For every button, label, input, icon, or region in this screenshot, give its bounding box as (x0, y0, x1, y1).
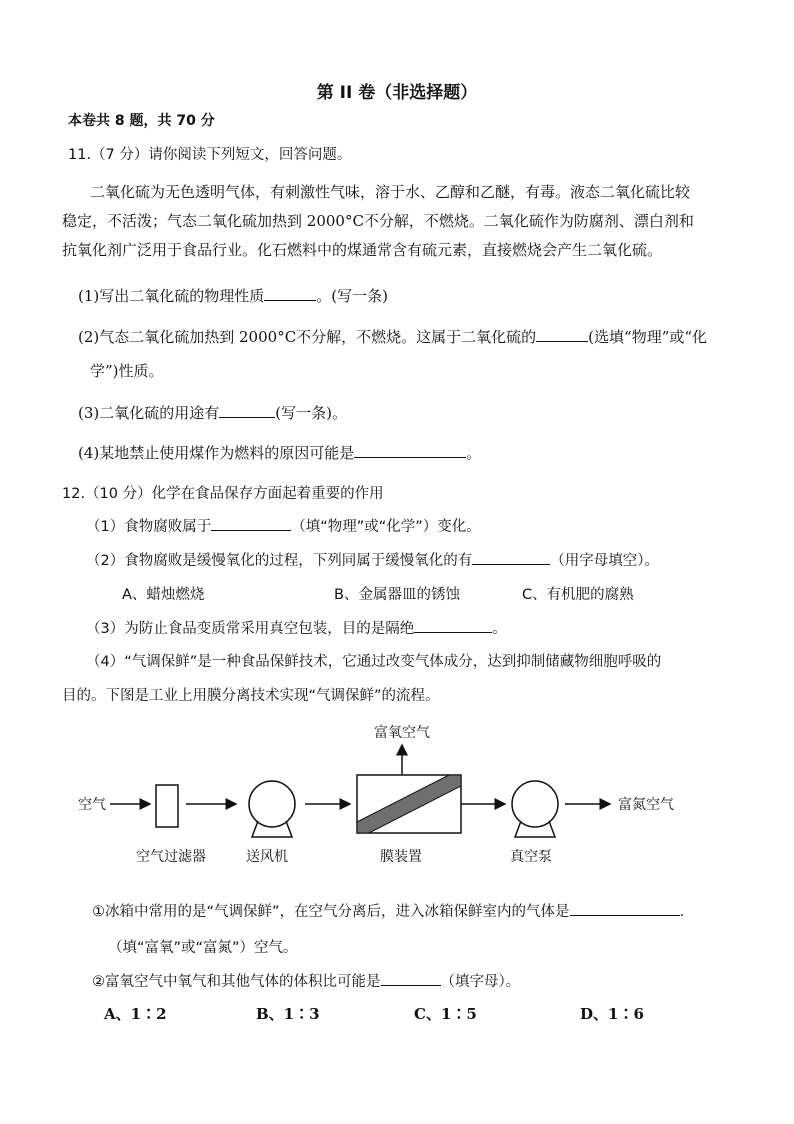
q12-sub1-blank[interactable] (211, 516, 291, 531)
q12-sub1 (86, 515, 481, 536)
q11-sub1 (78, 285, 388, 306)
page-title: 第 II 卷（非选择题） (316, 83, 478, 103)
diagram-nitrogen-label: 富氮空气 (618, 797, 674, 813)
q12-option-a: A、蜡烛燃烧 (122, 587, 205, 603)
membrane-device-shape (357, 775, 461, 833)
label-membrane: 膜装置 (380, 849, 422, 865)
q12-c2-blank[interactable] (381, 971, 441, 986)
q12-option-c: C、有机肥的腐熟 (522, 587, 634, 603)
q11-passage-line-3: 抗氧化剂广泛用于食品行业。化石燃料中的煤通常含有硫元素，直接燃烧会产生二氧化硫。 (62, 241, 663, 259)
q11-sub2-cont: 学”)性质。 (90, 362, 164, 380)
q11-sub4 (78, 442, 481, 463)
q11-heading: 11.（7 分）请你阅读下列短文，回答问题。 (68, 147, 352, 163)
q11-passage-line-1: 二氧化硫为无色透明气体，有刺激性气味，溶于水、乙醇和乙醚，有毒。液态二氧化硫比较 (90, 183, 691, 201)
q12-sub1-tail: （填“物理”或“化学”）变化。 (291, 519, 481, 535)
q11-sub3-tail: (写一条)。 (275, 404, 347, 422)
q12-sub3-blank[interactable] (414, 618, 492, 633)
q12-c2-option-d: D、1∶6 (580, 1005, 644, 1023)
label-blower: 送风机 (246, 849, 288, 865)
q12-c1-blank[interactable] (570, 901, 680, 916)
q12-sub3-tail: 。 (492, 621, 507, 637)
q12-c1-text: ①冰箱中常用的是“气调保鲜”，在空气分离后，进入冰箱保鲜室内的气体是 (92, 904, 570, 920)
q12-sub1-text: （1）食物腐败属于 (86, 519, 212, 535)
q12-c1-cont: （填“富氧”或“富氮”）空气。 (108, 940, 298, 956)
flow-diagram (0, 715, 794, 875)
q11-sub3-text: (3)二氧化硫的用途有 (78, 404, 220, 422)
q12-sub2 (86, 549, 659, 570)
q11-sub2-text: (2)气态二氧化硫加热到 2000°C不分解，不燃烧。这属于二氧化硫的 (78, 328, 537, 346)
q12-option-b: B、金属器皿的锈蚀 (334, 587, 460, 603)
q11-sub3 (78, 402, 347, 423)
q12-c2-option-c: C、1∶5 (414, 1005, 477, 1023)
diagram-oxygen-label: 富氧空气 (374, 725, 430, 741)
q12-c2-option-b: B、1∶3 (256, 1005, 320, 1023)
blower-shape (249, 781, 295, 837)
q11-sub1-text: (1)写出二氧化硫的物理性质 (78, 287, 265, 305)
q12-c1-dot: . (679, 904, 685, 920)
q12-c2 (92, 970, 520, 991)
q12-sub2-text: （2）食物腐败是缓慢氧化的过程，下列同属于缓慢氧化的有 (86, 553, 473, 569)
q11-sub4-tail: 。 (466, 444, 482, 462)
q11-sub2-tail: (选填“物理”或“化 (588, 328, 708, 346)
q11-passage-line-2: 稳定，不活泼；气态二氧化硫加热到 2000°C不分解，不燃烧。二氧化硫作为防腐剂、漂白剂和 (62, 212, 694, 230)
q11-sub1-blank[interactable] (264, 286, 316, 301)
air-filter-shape (156, 785, 178, 827)
section-intro: 本卷共 8 题，共 70 分 (68, 113, 215, 129)
q11-sub4-blank[interactable] (354, 443, 466, 458)
q11-sub2-blank[interactable] (536, 327, 588, 342)
vacuum-pump-shape (512, 781, 558, 837)
q12-sub2-tail: （用字母填空）。 (550, 553, 659, 569)
label-vacuum-pump: 真空泵 (510, 849, 552, 865)
q12-c2-option-a: A、1∶2 (104, 1005, 167, 1023)
label-air-filter: 空气过滤器 (136, 849, 206, 865)
q11-sub1-tail: 。(写一条) (316, 287, 388, 305)
q12-c2-text: ②富氧空气中氧气和其他气体的体积比可能是 (92, 974, 381, 990)
q12-sub3-text: （3）为防止食品变质常采用真空包装，目的是隔绝 (86, 621, 415, 637)
q11-sub2 (78, 326, 707, 347)
q12-sub3 (86, 617, 507, 638)
q12-sub4-line-1: （4）“气调保鲜”是一种食品保鲜技术，它通过改变气体成分，达到抑制储藏物细胞呼吸的 (86, 654, 662, 670)
diagram-input-label: 空气 (78, 797, 106, 813)
q12-sub4-line-2: 目的。下图是工业上用膜分离技术实现“气调保鲜”的流程。 (62, 688, 440, 704)
q12-sub2-blank[interactable] (472, 550, 550, 565)
q11-sub4-text: (4)某地禁止使用煤作为燃料的原因可能是 (78, 444, 355, 462)
q12-c2-tail: （填字母）。 (440, 974, 521, 990)
q11-sub3-blank[interactable] (219, 403, 275, 418)
q12-c1 (92, 900, 684, 921)
q12-heading: 12.（10 分）化学在食品保存方面起着重要的作用 (62, 486, 384, 502)
